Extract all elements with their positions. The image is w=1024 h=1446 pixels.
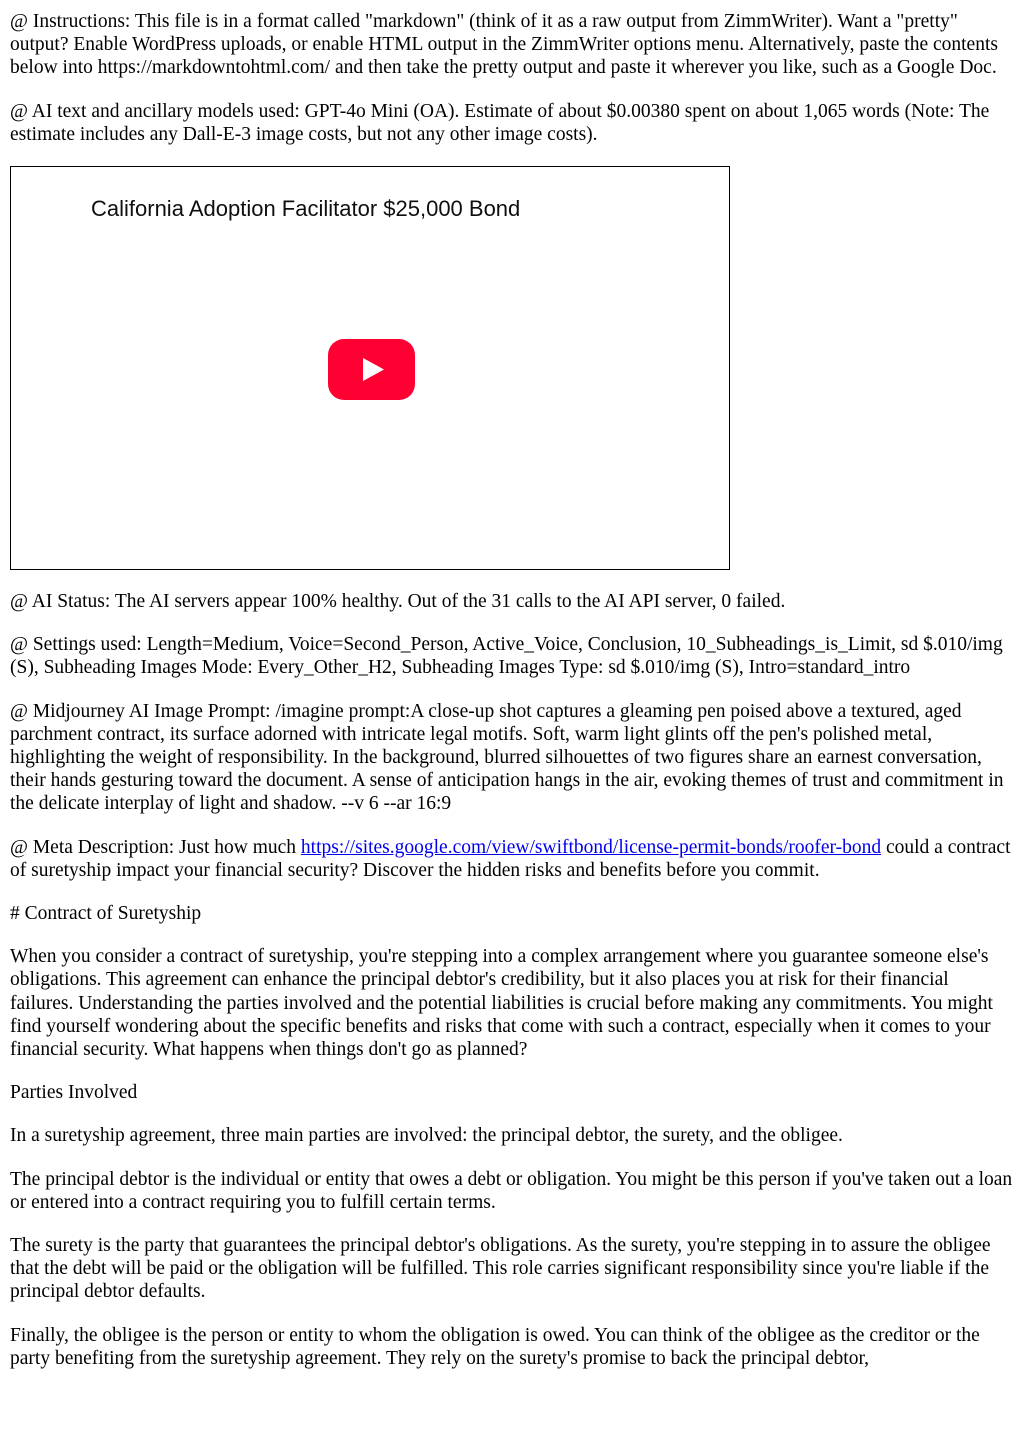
body-paragraph: Finally, the obligee is the person or entity to whom the obligation is owed. You can think of the obligee as the creditor or the party benefiting from the suretyship agreement. They rely on the surety's promise to back the principal debtor, bbox=[10, 1324, 980, 1369]
body-paragraph: In a suretyship agreement, three main parties are involved: the principal debtor, the surety, and the obligee. bbox=[10, 1125, 843, 1147]
instructions-paragraph: @ Instructions: This file is in a format called "markdown" (think of it as a raw output from ZimmWriter). Want a "pretty" output? Enable WordPress uploads, or enable HTML output in the ZimmWriter options menu. Alternatively, paste the contents below into https://markdowntohtml.com/ and then take the pretty output and paste it wherever you like, such as a Google Doc. bbox=[10, 11, 998, 79]
meta-description-link[interactable]: https://sites.google.com/view/swiftbond/license-permit-bonds/roofer-bond bbox=[300, 836, 882, 858]
video-embed[interactable] bbox=[10, 166, 730, 570]
video-title[interactable]: California Adoption Facilitator $25,000 Bond bbox=[91, 196, 521, 222]
play-triangle-icon bbox=[328, 339, 415, 400]
meta-description-paragraph bbox=[10, 836, 1014, 882]
meta-description-suffix: could a contract of suretyship impact your financial security? Discover the hidden risks and benefits before you commit. bbox=[10, 836, 1011, 881]
ai-status-paragraph: @ AI Status: The AI servers appear 100% healthy. Out of the 31 calls to the AI API server, 0 failed. bbox=[10, 591, 786, 613]
subheading-parties-involved: Parties Involved bbox=[10, 1082, 138, 1104]
article-heading: # Contract of Suretyship bbox=[10, 903, 202, 925]
youtube-play-icon[interactable] bbox=[328, 339, 415, 400]
body-paragraph: The surety is the party that guarantees the principal debtor's obligations. As the surety, you're stepping in to assure the obligee that the debt will be paid or the obligation will be fulfilled. This role carries significant responsibility since you're liable if the principal debtor defaults. bbox=[10, 1235, 991, 1303]
midjourney-prompt-paragraph: @ Midjourney AI Image Prompt: /imagine prompt:A close-up shot captures a gleaming pen poised above a textured, aged parchment contract, its surface adorned with intricate legal motifs. Soft, warm light glints off the pen's polished metal, highlighting the weight of responsibility. In the background, blurred silhouettes of two figures share an earnest conversation, their hands gesturing toward the document. A sense of anticipation hangs in the air, evoking themes of trust and commitment in the delicate interplay of light and shadow. --v 6 --ar 16:9 bbox=[10, 700, 1004, 815]
body-paragraph: The principal debtor is the individual or entity that owes a debt or obligation. You might be this person if you've taken out a loan or entered into a contract requiring you to fulfill certain terms. bbox=[10, 1168, 1013, 1213]
settings-used-paragraph: @ Settings used: Length=Medium, Voice=Second_Person, Active_Voice, Conclusion, 10_Subheadings_is_Limit, sd $.010/img (S), Subheading Images Mode: Every_Other_H2, Subheading Images Type: sd $.010/img (S), Intro=standard_intro bbox=[10, 634, 1003, 679]
meta-description-prefix: @ Meta Description: Just how much bbox=[10, 836, 301, 858]
intro-paragraph: When you consider a contract of suretyship, you're stepping into a complex arrangement where you guarantee someone else's obligations. This agreement can enhance the principal debtor's credibility, but it also places you at risk for their financial failures. Understanding the parties involved and the potential liabilities is crucial before making any commitments. You might find yourself wondering about the specific benefits and risks that come with such a contract, especially when it comes to your financial security. What happens when things don't go as planned? bbox=[10, 946, 993, 1061]
models-used-paragraph: @ AI text and ancillary models used: GPT-4o Mini (OA). Estimate of about $0.00380 spent on about 1,065 words (Note: The estimate includes any Dall-E-3 image costs, but not any other image costs). bbox=[10, 100, 990, 145]
